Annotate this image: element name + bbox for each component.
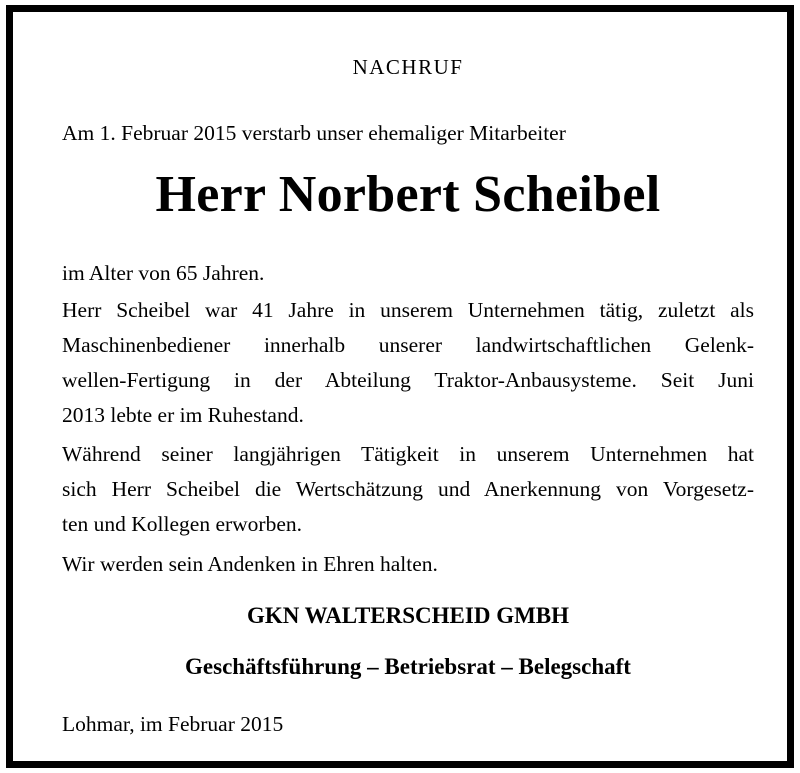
paragraph1-line: 2013 lebte er im Ruhestand. bbox=[62, 403, 304, 427]
paragraph2-line: ten und Kollegen erworben. bbox=[62, 512, 303, 536]
deceased-name: Herr Norbert Scheibel bbox=[155, 166, 661, 223]
closing-line: Wir werden sein Andenken in Ehren halten. bbox=[62, 552, 438, 576]
paragraph1-line: Maschinenbediener innerhalb unserer landwirtschaftlichen Gelenk- bbox=[62, 333, 754, 357]
company-name: GKN WALTERSCHEID GMBH bbox=[246, 603, 570, 628]
signers-line: Geschäftsführung – Betriebsrat – Belegschaft bbox=[185, 654, 631, 679]
paragraph2-line: sich Herr Scheibel die Wertschätzung und Anerkennung von Vorgesetz- bbox=[62, 477, 754, 501]
age-line: im Alter von 65 Jahren. bbox=[62, 261, 265, 285]
paragraph1-line: Herr Scheibel war 41 Jahre in unserem Unternehmen tätig, zuletzt als bbox=[62, 298, 754, 322]
intro-line: Am 1. Februar 2015 verstarb unser ehemaliger Mitarbeiter bbox=[62, 121, 566, 145]
notice-border bbox=[6, 5, 794, 768]
paragraph2-line: Während seiner langjährigen Tätigkeit in unserem Unternehmen hat bbox=[62, 442, 754, 466]
paragraph1-line: wellen-Fertigung in der Abteilung Traktor-Anbausysteme. Seit Juni bbox=[62, 368, 754, 392]
place-date: Lohmar, im Februar 2015 bbox=[62, 712, 284, 736]
notice-heading: NACHRUF bbox=[352, 55, 464, 79]
